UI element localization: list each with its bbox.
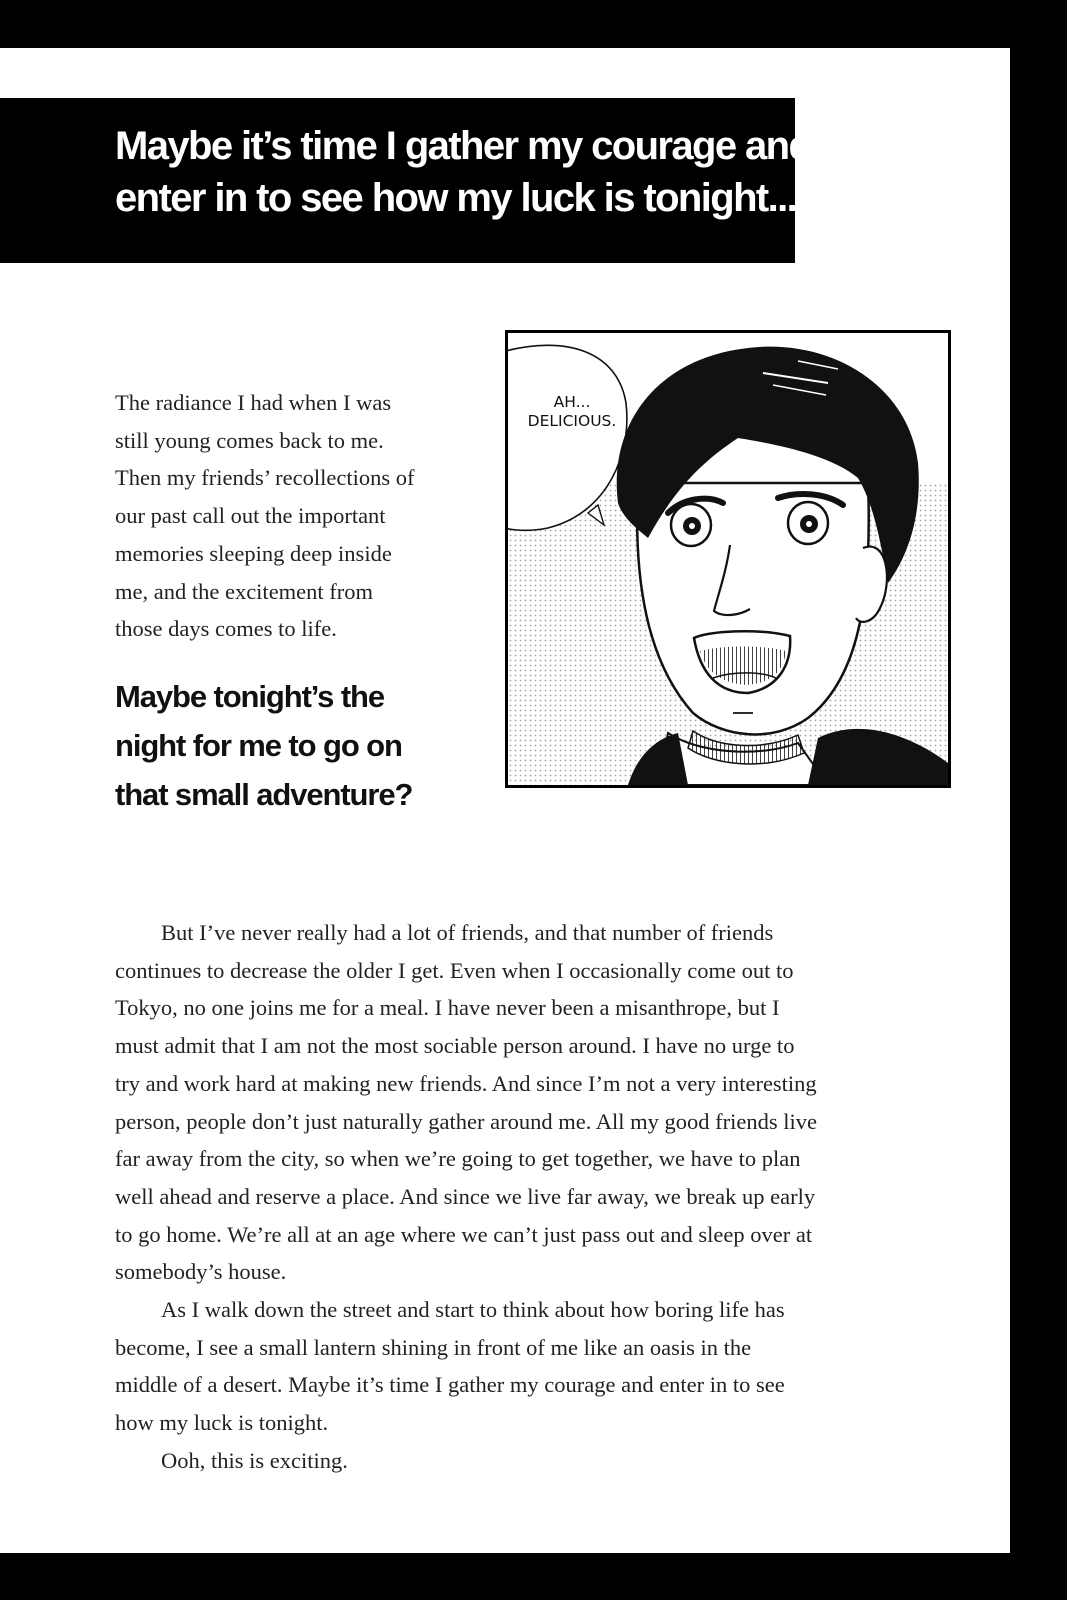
body-line: As I walk down the street and start to think about how boring life has (161, 1297, 785, 1323)
body-line: well ahead and reserve a place. And since we live far away, we break up early (115, 1183, 816, 1209)
intro-line: Then my friends’ recollections of (115, 465, 415, 491)
body-paragraphs (115, 914, 905, 1480)
intro-paragraph (115, 384, 465, 648)
body-line: try and work hard at making new friends. And since I’m not a very interesting (115, 1070, 817, 1096)
subheading-line: Maybe tonight’s the (115, 679, 385, 714)
body-line: Tokyo, no one joins me for a meal. I have never been a misanthrope, but I (115, 995, 780, 1021)
intro-line: The radiance I had when I was (115, 390, 392, 415)
subheading (115, 672, 495, 819)
intro-line: still young comes back to me. (115, 427, 384, 453)
body-line: But I’ve never really had a lot of friends, and that number of friends (161, 920, 774, 945)
book-page (0, 48, 1010, 1553)
body-line: far away from the city, so when we’re going to get together, we have to plan (115, 1146, 801, 1172)
speech-line: AH... (553, 393, 591, 411)
speech-line: DELICIOUS. (527, 412, 617, 430)
quote-banner (0, 98, 812, 263)
body-line: middle of a desert. Maybe it’s time I gather my courage and enter in to see (115, 1372, 785, 1398)
body-line: continues to decrease the older I get. Even when I occasionally come out to (115, 957, 794, 983)
intro-line: me, and the excitement from (115, 578, 374, 604)
banner-line: Maybe it’s time I gather my courage and (115, 124, 812, 168)
body-line: how my luck is tonight. (115, 1410, 329, 1436)
body-line: Ooh, this is exciting. (161, 1447, 348, 1473)
banner-line: enter in to see how my luck is tonight... (115, 176, 797, 220)
manga-panel (505, 330, 951, 788)
body-line: must admit that I am not the most sociable person around. I have no urge to (115, 1033, 795, 1059)
body-line: become, I see a small lantern shining in front of me like an oasis in the (115, 1334, 752, 1360)
intro-line: those days comes to life. (115, 616, 337, 642)
body-line: person, people don’t just naturally gather around me. All my good friends live (115, 1108, 817, 1134)
subheading-line: that small adventure? (115, 777, 413, 812)
intro-line: memories sleeping deep inside (115, 540, 392, 566)
body-line: somebody’s house. (115, 1259, 287, 1285)
body-line: to go home. We’re all at an age where we can’t just pass out and sleep over at (115, 1221, 813, 1247)
subheading-line: night for me to go on (115, 728, 402, 763)
intro-line: our past call out the important (115, 503, 386, 529)
speech-text (513, 393, 631, 431)
